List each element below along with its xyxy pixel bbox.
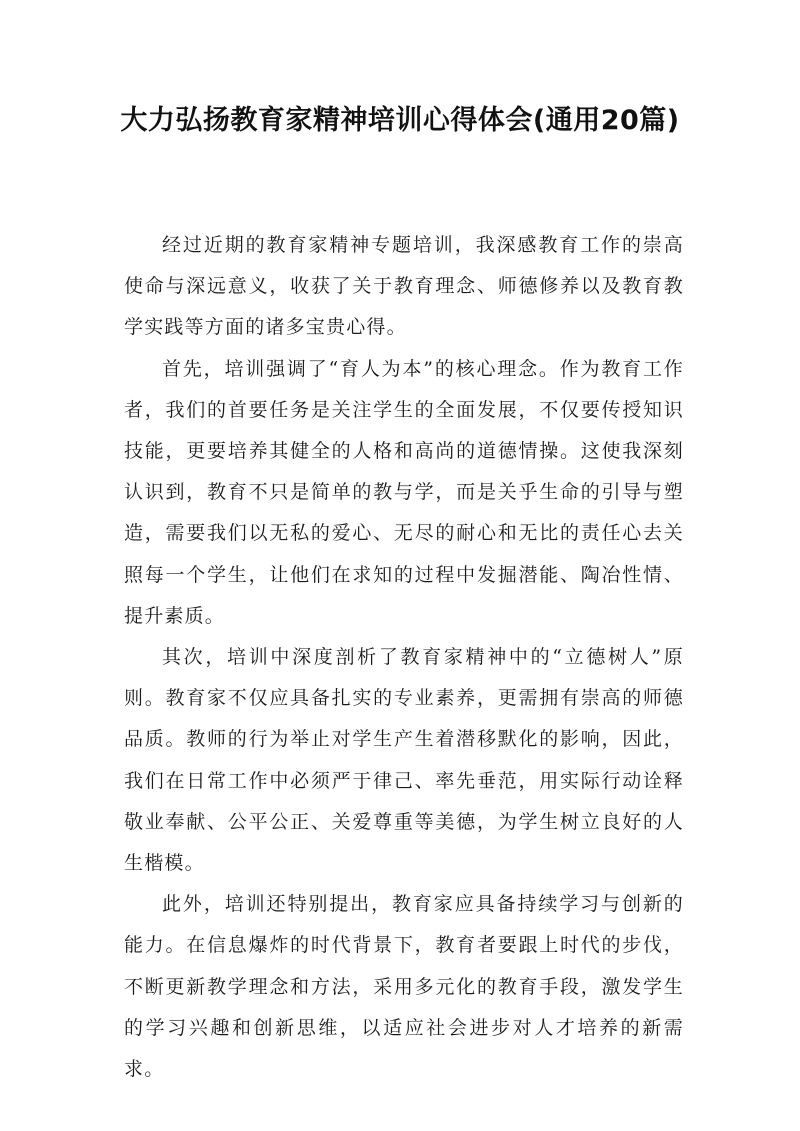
paragraph-second: 其次，培训中深度剖析了教育家精神中的“立德树人”原则。教育家不仅应具备扎实的专业素养，更需拥有崇高的师德品质。教师的行为举止对学生产生着潜移默化的影响，因此，我们在日常工作中必须严于律己、率先垂范，用实际行动诠释敬业奉献、公平公正、关爱尊重等美德，为学生树立良好的人生楷模。 — [124, 646, 684, 875]
document-body — [124, 225, 684, 1090]
document-title: 大力弘扬教育家精神培训心得体会(通用20篇) — [120, 105, 680, 136]
paragraph-intro: 经过近期的教育家精神专题培训，我深感教育工作的崇高使命与深远意义，收获了关于教育理念、师德修养以及教育教学实践等方面的诸多宝贵心得。 — [124, 234, 684, 339]
paragraph-first: 首先，培训强调了“育人为本”的核心理念。作为教育工作者，我们的首要任务是关注学生的全面发展，不仅要传授知识技能，更要培养其健全的人格和高尚的道德情操。这使我深刻认识到，教育不只是简单的教与学，而是关乎生命的引导与塑造，需要我们以无私的爱心、无尽的耐心和无比的责任心去关照每一个学生，让他们在求知的过程中发掘潜能、陶冶性情、提升素质。 — [124, 357, 684, 627]
paragraph-additionally: 此外，培训还特别提出，教育家应具备持续学习与创新的能力。在信息爆炸的时代背景下，教育者要跟上时代的步伐，不断更新教学理念和方法，采用多元化的教育手段，激发学生的学习兴趣和创新思维，以适应社会进步对人才培养的新需求。 — [124, 893, 684, 1081]
